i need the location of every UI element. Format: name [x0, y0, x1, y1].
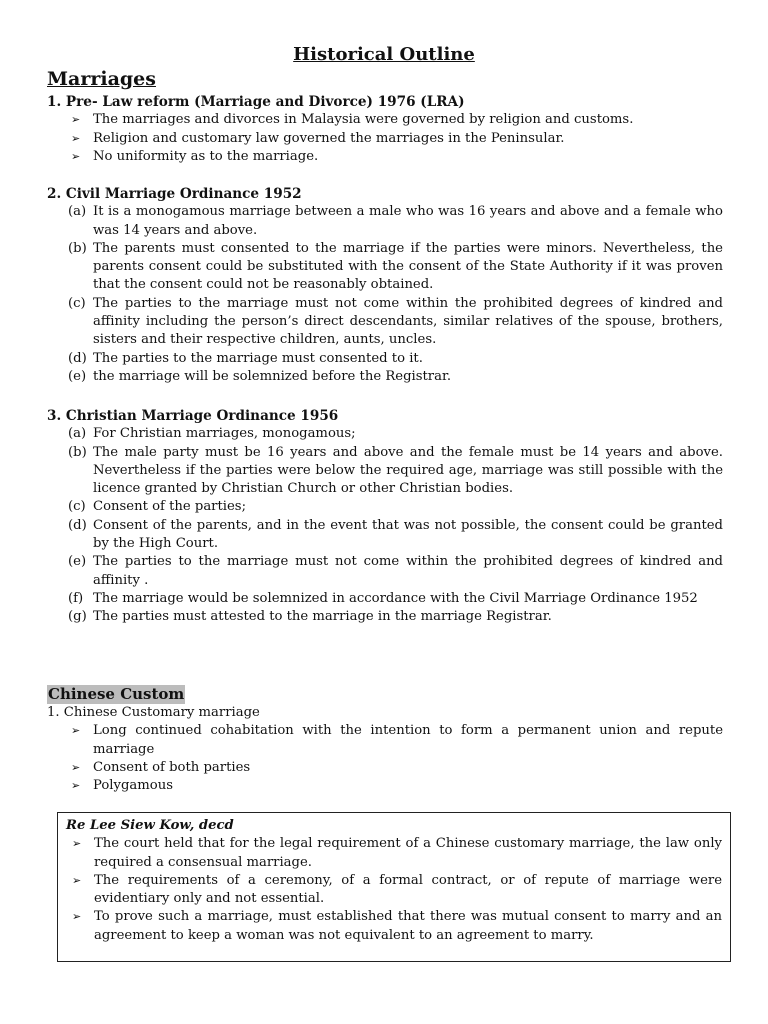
- bullet-list: [47, 111, 723, 166]
- arrowhead-bullet-icon: ➢: [71, 113, 81, 127]
- arrowhead-bullet-icon: ➢: [71, 779, 81, 793]
- list-item: ➢ Long continued cohabitation with the intention to form a permanent union and repute marriage: [71, 723, 723, 757]
- section-christian-marriage-ordinance: [47, 407, 723, 627]
- arrowhead-bullet-icon: ➢: [72, 910, 82, 924]
- arrowhead-bullet-icon: ➢: [71, 149, 81, 163]
- case-title: Re Lee Siew Kow, decd: [66, 818, 234, 833]
- list-item: (c) The parties to the marriage must not come within the prohibited degrees of kindred and affinity including the person’s direct descendants, similar relatives of the spouse, brothers, sisters and their respective children, aunts, uncles.: [68, 295, 723, 348]
- list-item: ➢ Religion and customary law governed the marriages in the Peninsular.: [47, 130, 723, 148]
- section-heading: 1. Pre- Law reform (Marriage and Divorce) 1976 (LRA): [47, 94, 465, 110]
- arrowhead-bullet-icon: ➢: [71, 131, 81, 145]
- list-item: (e) the marriage will be solemnized before the Registrar.: [68, 368, 452, 384]
- list-item: (b) The male party must be 16 years and above and the female must be 14 years and above. Nevertheless if the parties were below the required age, marriage was still possible with the licence granted by Christian Church or other Christian bodies.: [68, 444, 723, 497]
- chinese-custom-subheading: 1. Chinese Customary marriage: [47, 705, 260, 720]
- lettered-list: [47, 203, 723, 386]
- arrowhead-bullet-icon: ➢: [72, 837, 82, 851]
- bullet-list: [47, 722, 723, 795]
- list-item: (d) Consent of the parents, and in the event that was not possible, the consent could be granted by the High Court.: [68, 517, 723, 552]
- list-item: ➢ Consent of both parties: [47, 759, 723, 777]
- list-item: (f) The marriage would be solemnized in accordance with the Civil Marriage Ordinance 1952: [68, 590, 698, 606]
- section-heading: 2. Civil Marriage Ordinance 1952: [47, 186, 302, 202]
- list-item: ➢ Polygamous: [47, 777, 723, 795]
- page-title: Historical Outline: [293, 44, 475, 65]
- marriages-heading: Marriages: [47, 68, 156, 90]
- section-pre-law-reform: [47, 93, 723, 166]
- list-item: (d) The parties to the marriage must consented to it.: [68, 350, 423, 366]
- case-box: [57, 812, 731, 962]
- list-item: (c) Consent of the parties;: [68, 499, 247, 515]
- arrowhead-bullet-icon: ➢: [72, 873, 82, 887]
- list-item: ➢ No uniformity as to the marriage.: [47, 148, 723, 166]
- bullet-list: [66, 835, 722, 945]
- list-item: (g) The parties must attested to the marriage in the marriage Registrar.: [68, 609, 552, 625]
- list-item: ➢ The court held that for the legal requirement of a Chinese customary marriage, the law only required a consensual marriage.: [72, 836, 722, 870]
- case-content: [66, 817, 722, 945]
- section-heading: 3. Christian Marriage Ordinance 1956: [47, 408, 339, 424]
- arrowhead-bullet-icon: ➢: [71, 724, 81, 738]
- arrowhead-bullet-icon: ➢: [71, 760, 81, 774]
- list-item: ➢ The marriages and divorces in Malaysia were governed by religion and customs.: [47, 111, 723, 129]
- list-item: ➢ The requirements of a ceremony, of a formal contract, or of repute of marriage were evidentiary only and not essential.: [72, 872, 722, 907]
- list-item: (b) The parents must consented to the marriage if the parties were minors. Nevertheless, the parents consent could be substituted with the consent of the State Authority if it was proven that the consent could not be reasonably obtained.: [68, 240, 723, 293]
- lettered-list: [47, 425, 723, 626]
- section-civil-marriage-ordinance: [47, 185, 723, 386]
- list-item: ➢ To prove such a marriage, must established that there was mutual consent to marry and an agreement to keep a woman was not equivalent to an agreement to marry.: [72, 909, 722, 943]
- list-item: (e) The parties to the marriage must not come within the prohibited degrees of kindred and affinity .: [68, 554, 723, 588]
- section-chinese-custom: [47, 685, 723, 795]
- list-item: (a) It is a monogamous marriage between a male who was 16 years and above and a female who was 14 years and above.: [68, 204, 723, 238]
- chinese-custom-heading: Chinese Custom: [48, 685, 185, 703]
- list-item: (a) For Christian marriages, monogamous;: [68, 426, 356, 442]
